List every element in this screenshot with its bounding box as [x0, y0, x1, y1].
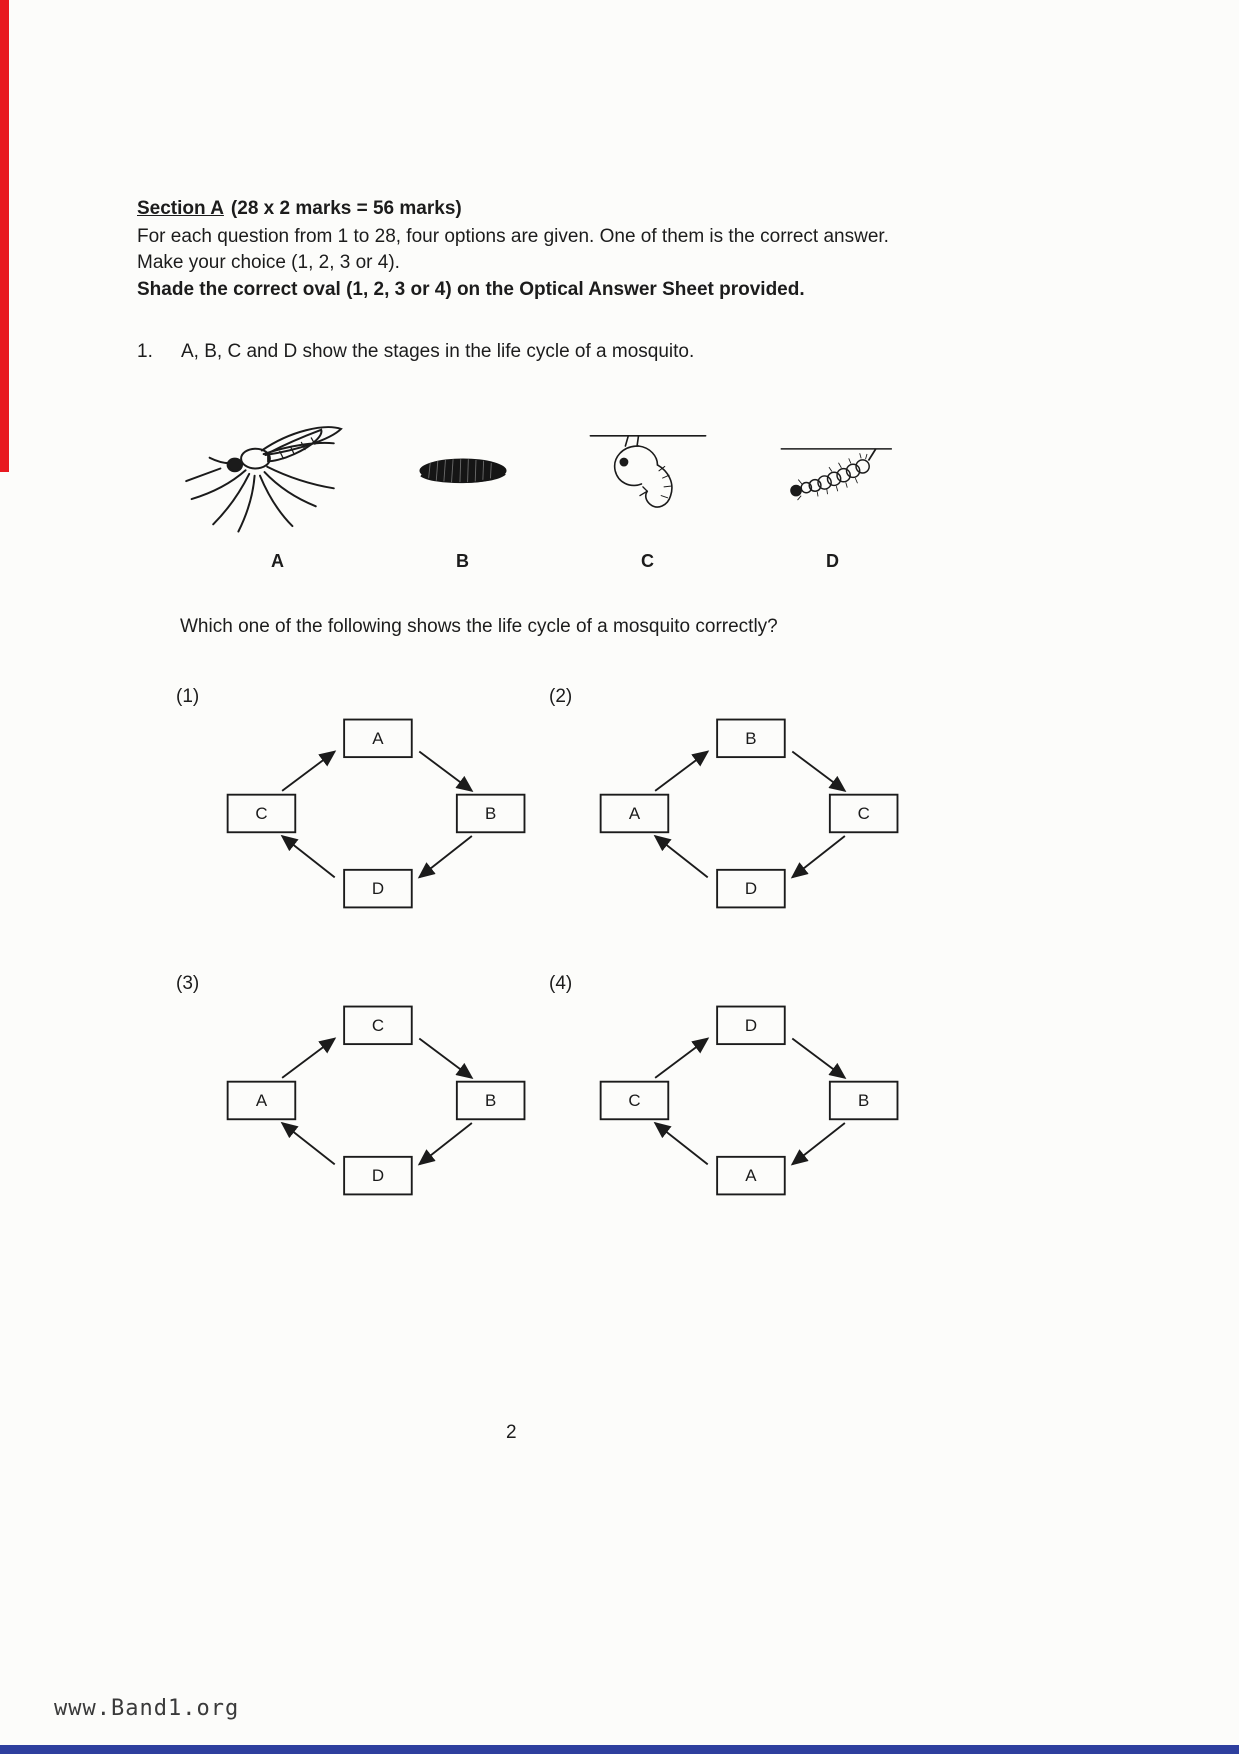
cycle-4-left: C [628, 1091, 641, 1111]
answer-option-3 [176, 973, 546, 1201]
egg-raft-sketch [419, 458, 506, 482]
cycle-1-arrows [282, 751, 472, 877]
larva-image-wrap [769, 403, 897, 543]
option-3-label: (3) [176, 973, 200, 994]
cycle-2-right: C [857, 804, 870, 824]
stage-a-label: A [271, 551, 284, 571]
cycle-2-bottom: D [744, 879, 758, 899]
cycle-diagram-3 [222, 999, 532, 1201]
question-1-subprompt: Which one of the following shows the life cycle of a mosquito correctly? [180, 616, 778, 637]
stage-c-label: C [641, 551, 654, 571]
cycle-3-left: A [255, 1091, 268, 1111]
section-title: Section A [137, 198, 224, 219]
adult-mosquito-icon [179, 405, 377, 541]
cycle-2-arrows [655, 751, 845, 877]
cycle-diagram-4 [595, 999, 905, 1201]
option-4-label: (4) [549, 973, 573, 994]
option-1-label: (1) [176, 686, 200, 707]
larva-sketch [780, 449, 891, 500]
cycle-diagram-2 [595, 712, 905, 914]
scan-blue-edge-bar [0, 1745, 1239, 1754]
cycle-3-right: B [485, 1091, 497, 1111]
cycle-4-arrows [655, 1038, 845, 1164]
section-marks: (28 x 2 marks = 56 marks) [230, 198, 462, 219]
stage-d-label: D [826, 551, 839, 571]
answer-option-4 [549, 973, 919, 1201]
cycle-3-top: C [371, 1015, 385, 1035]
cycle-2-left: A [628, 804, 641, 824]
cycle-3-bottom: D [371, 1166, 385, 1186]
adult-mosquito-sketch [186, 427, 341, 531]
cycle-4-top: D [744, 1015, 758, 1035]
option-2-label: (2) [549, 686, 573, 707]
stage-c-pupa [555, 403, 740, 572]
pupa-icon [586, 415, 710, 531]
section-instruction-bold: Shade the correct oval (1, 2, 3 or 4) on the Optical Answer Sheet provided. [137, 279, 805, 300]
cycle-1-letters [255, 729, 496, 898]
life-cycle-stages [185, 403, 925, 572]
cycle-diagram-1 [222, 712, 532, 914]
adult-mosquito-image-wrap [179, 403, 377, 543]
cycle-4-bottom: A [745, 1166, 757, 1186]
egg-raft-image-wrap [397, 403, 529, 543]
question-1-text: A, B, C and D show the stages in the life cycle of a mosquito. [181, 341, 695, 362]
answer-option-1 [176, 686, 546, 914]
stage-b-egg-raft [370, 403, 555, 572]
watermark-text: www.Band1.org [54, 1696, 240, 1721]
question-1-number: 1. [137, 341, 153, 362]
larva-icon [769, 429, 897, 517]
cycle-1-top: A [372, 728, 384, 748]
cycle-3-arrows [282, 1038, 472, 1164]
cycle-1-right: B [485, 804, 497, 824]
cycle-2-top: B [745, 728, 757, 748]
egg-raft-icon [397, 431, 529, 515]
scan-red-edge-bar [0, 0, 9, 472]
pupa-image-wrap [586, 403, 710, 543]
cycle-4-right: B [858, 1091, 870, 1111]
section-heading [137, 196, 921, 222]
cycle-1-left: C [255, 804, 268, 824]
cycle-4-letters [628, 1016, 869, 1185]
stage-d-larva [740, 403, 925, 572]
section-instruction: For each question from 1 to 28, four options are given. One of them is the correct answer. Make your choice (1, 2, 3 or 4). [137, 226, 889, 273]
stage-b-label: B [456, 551, 469, 571]
section-a-block [137, 196, 921, 303]
pupa-sketch [590, 436, 705, 507]
cycle-3-letters [256, 1016, 496, 1185]
answer-option-2 [549, 686, 919, 914]
page-number: 2 [506, 1422, 517, 1443]
cycle-1-bottom: D [371, 879, 385, 899]
cycle-2-letters [629, 729, 870, 898]
stage-a-adult-mosquito [185, 403, 370, 572]
question-1 [137, 341, 694, 363]
